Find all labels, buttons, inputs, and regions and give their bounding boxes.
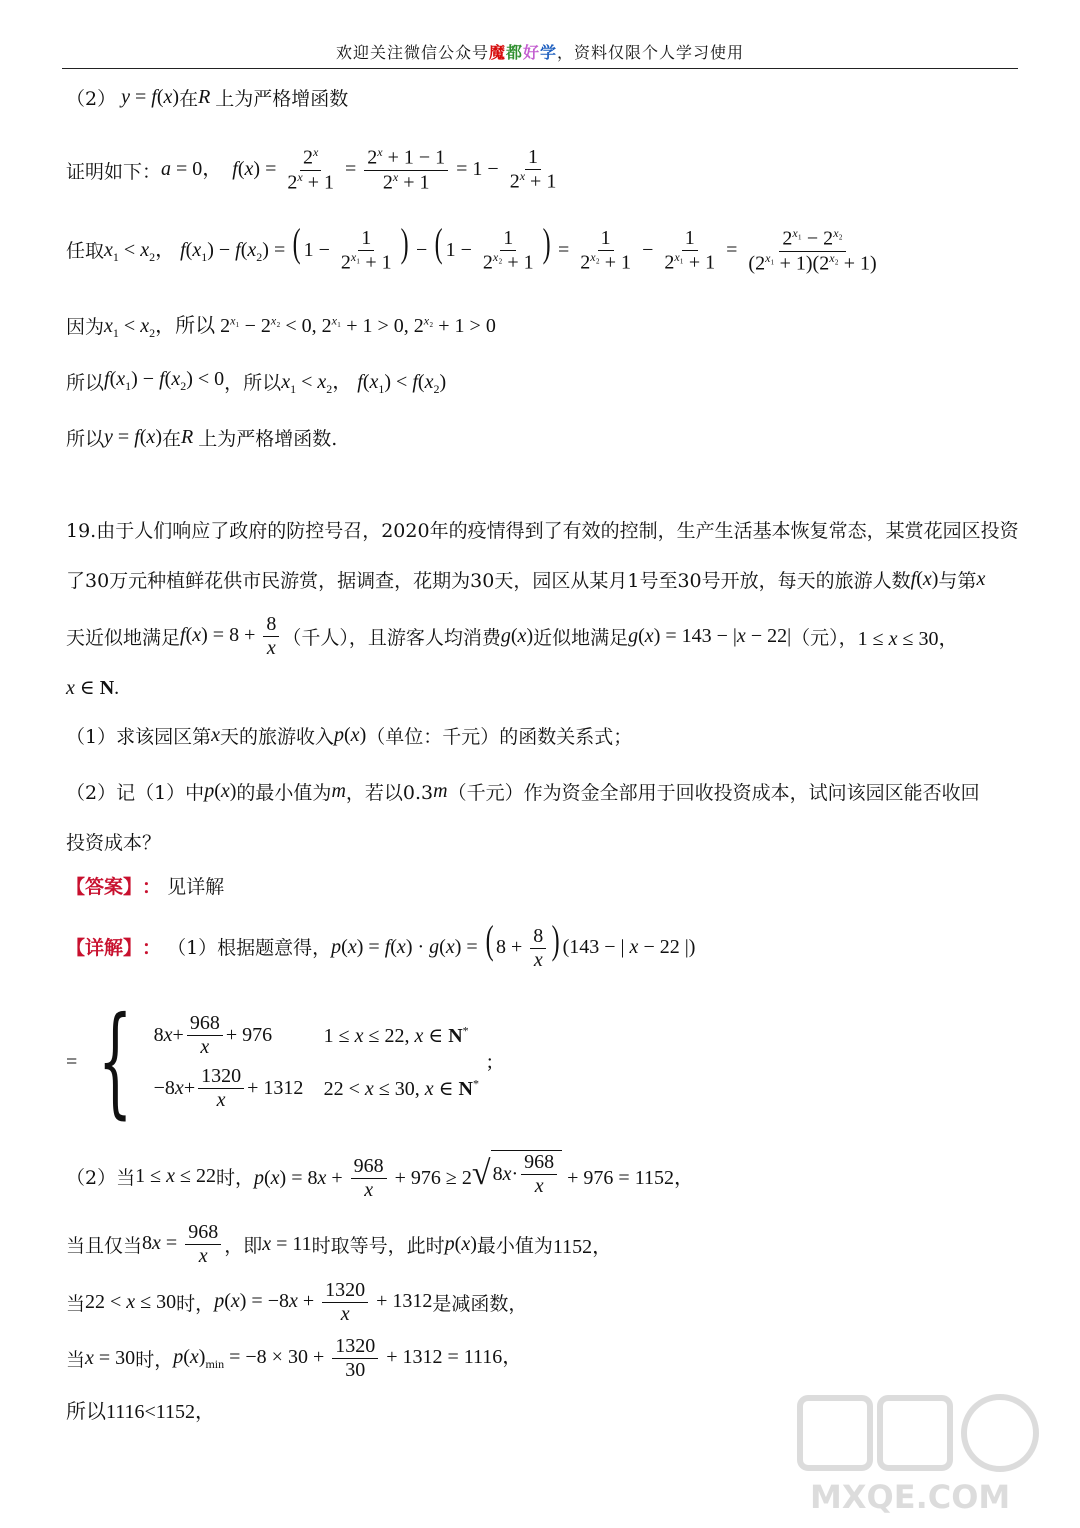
formula: y = f(x) <box>121 85 180 108</box>
q19-line4: x ∈ N. <box>66 676 120 699</box>
take-line: 任取 $x_1 < x_2$， $f(x_1) - f(x_2)$ = ( 1 − $\frac{1}{2^{x_1} + 1}$ ) − ( 1 − $\frac{1}{2^{x_2} + 1}$ ) = $\frac{1}{2^{x_2} + 1}$ − $\frac{1}{2^{x_1} + 1}$ = $\frac{2^{x_1} - 2^{x_2}}{(2^{x_1} + 1)(2^{x_2} + 1)}$ <box>66 216 883 282</box>
so-line: 所以 $f(x_1) - f(x_2) < 0$ ，所以 $x_1 < x_2$， $f(x_1) < f(x_2)$ <box>66 368 447 396</box>
final-line: 所以1116<1152， <box>66 1400 216 1423</box>
q19-part1: （1）求该园区第 x 天的旅游收入 p(x) （单位：千元）的函数关系式； <box>66 723 633 748</box>
svg-text:MXQE.COM: MXQE.COM <box>810 1478 1011 1516</box>
piecewise: = { 8 x + $\frac{968}{x}$ + 976 1 ≤ x ≤ 22, x ∈ N* −8 x + $\frac{1320}{x}$ + 1312 22 < x ≤ 30, x ∈ N* ; <box>66 992 493 1131</box>
formula: $f(x_1) - f(x_2) < 0$ <box>104 368 225 393</box>
q19-part2-cont: 投资成本？ <box>66 831 162 854</box>
detail-label: 【详解】 <box>66 936 143 959</box>
watermark-logo <box>790 1388 1050 1518</box>
page-header <box>0 40 1080 63</box>
detail-line1: 【详解】 ： （1）根据题意得， p(x) = f(x) · g(x) = ( 8 + $\frac{8}{x}$ ) (143 − | x − 22 |) <box>66 917 696 971</box>
part2-title: （2） y = f(x) 在 R 上为严格增函数 <box>66 85 349 110</box>
because-line: 因为 $x_1 < x_2$，所以 $2^{x_1} - 2^{x_2} < 0$, $2^{x_1} + 1 > 0$, $2^{x_2} + 1 > 0$ <box>66 310 496 340</box>
answer-line: 【答案】 ： 见详解 <box>66 870 224 900</box>
formula: a = 0， f(x) = $\frac{2^x}{2^x + 1}$ = $\frac{2^x + 1 - 1}{2^x + 1}$ = 1 − $\frac{1}{2^x + 1}$ <box>161 144 557 194</box>
conclusion-line: 所以 y = f(x) 在 R 上为严格增函数. <box>66 425 338 450</box>
q19-line2: 了30万元种植鲜花供市民游赏，据调查，花期为30天，园区从某月1号至30号开放，每天的旅游人数 f(x) 与第 x <box>66 567 986 592</box>
header-divider <box>62 68 1018 69</box>
detail-part2: （2）当 1 ≤ x ≤ 22 时， p(x) = 8x + $\frac{968}{x}$ + 976 ≥ 2 √ 8 x · $\frac{968}{x}$ + 976 = 1152， <box>66 1150 694 1202</box>
proof-line: 证明如下： a = 0， f(x) = $\frac{2^x}{2^x + 1}$ = $\frac{2^x + 1 - 1}{2^x + 1}$ = 1 − $\frac{1}{2^x + 1}$ <box>66 140 562 200</box>
brand-name: 魔都好学 <box>488 43 558 62</box>
q19-line1: 19.由于人们响应了政府的防控号召，2020年的疫情得到了有效的控制，生产生活基本恢复常态，某赏花园区投资 <box>66 519 1019 542</box>
header-suffix: ，资料仅限个人学习使用 <box>557 43 745 62</box>
answer-label: 【答案】 <box>66 875 143 898</box>
q19-part2: （2）记（1）中 p(x) 的最小值为 m ，若以0.3 m （千元）作为资金全部用于回收投资成本，试问该园区能否收回 <box>66 779 980 804</box>
decreasing-line: 当 22 < x ≤ 30 时， p(x) = −8x + $\frac{1320}{x}$ + 1312 是减函数， <box>66 1278 528 1325</box>
header-prefix: 欢迎关注微信公众号 <box>335 43 489 62</box>
equality-line: 当且仅当 8x = $\frac{968}{x}$ ，即 x = 11 时取等号，此时 p(x) 最小值为 1152， <box>66 1220 613 1267</box>
min-line: 当 x = 30 时， $p(x)_{min} = -8 \times 30$ + $\frac{1320}{30}$ + 1312 = 1116， <box>66 1334 523 1381</box>
formula: $x_1 < x_2$， $f(x_1) - f(x_2)$ = ( 1 − $\frac{1}{2^{x_1} + 1}$ ) − ( 1 − $\frac{1}{2^{x_2} + 1}$ ) = $\frac{1}{2^{x_2} + 1}$ − $\frac{1}{2^{x_1} + 1}$ = $\frac{2^{x_1} - 2^{x_2}}{(2^{x_1} + 1)(2^{x_2} + 1)}$ <box>104 219 877 275</box>
q19-line3: 天近似地满足 f(x) = 8 + $\frac{8}{x}$ （千人），且游客人均消费 g(x) 近似地满足 g(x) = 143 − |x − 22| （元）， 1 ≤ x ≤ 30， <box>66 612 959 659</box>
formula: $x_1 < x_2$，所以 $2^{x_1} - 2^{x_2} < 0$, $2^{x_1} + 1 > 0$, $2^{x_2} + 1 > 0$ <box>104 313 496 340</box>
